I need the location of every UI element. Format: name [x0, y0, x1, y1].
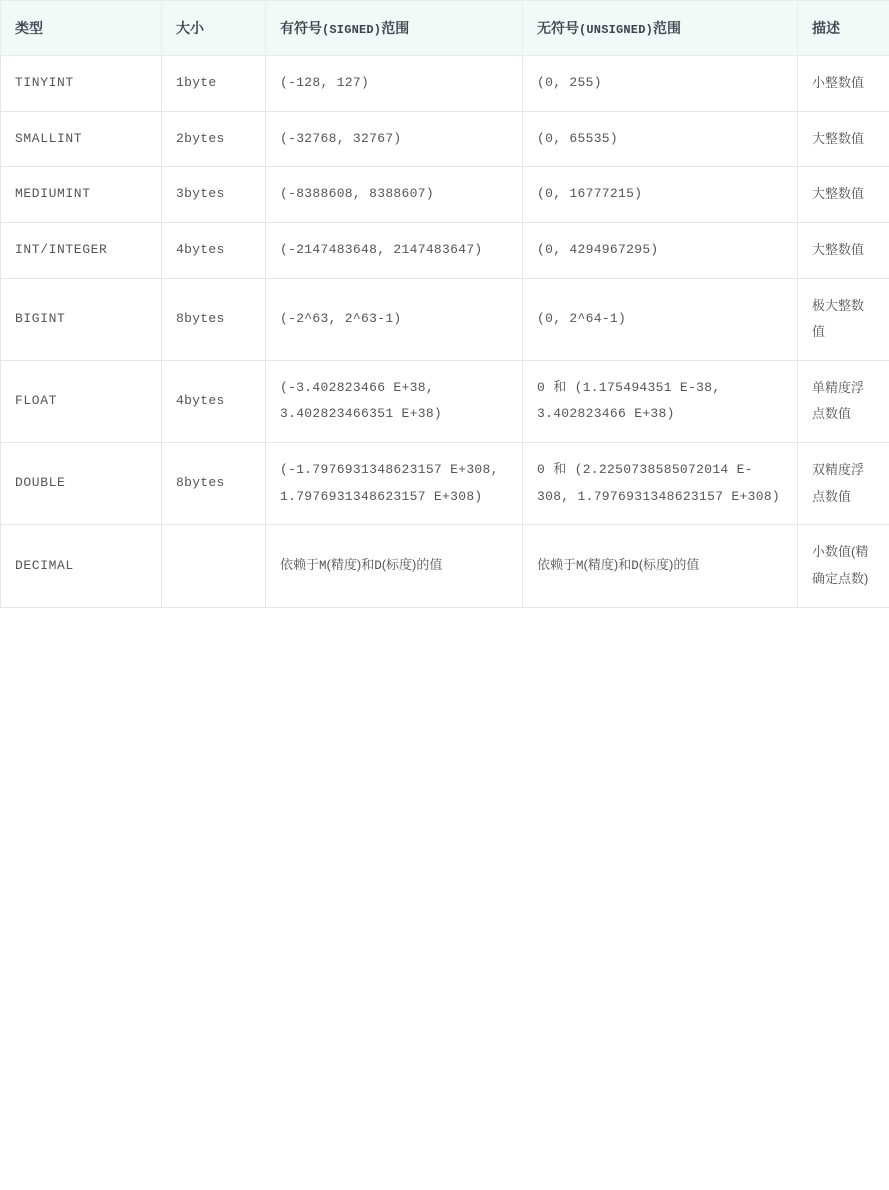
- table-header: [1, 1, 889, 56]
- cell-description: 大整数值: [798, 222, 889, 278]
- cell-unsigned-range: (0, 16777215): [523, 167, 798, 223]
- cell-size: 2bytes: [162, 111, 266, 167]
- column-header-type: [1, 1, 162, 56]
- column-header-unsigned: 无符号(UNSIGNED)范围: [523, 1, 798, 56]
- cell-type: SMALLINT: [1, 111, 162, 167]
- cell-size: [162, 525, 266, 607]
- cell-description: 单精度浮点数值: [798, 360, 889, 442]
- cell-unsigned-range: (0, 65535): [523, 111, 798, 167]
- cell-type: INT/INTEGER: [1, 222, 162, 278]
- cell-signed-range: (-32768, 32767): [266, 111, 523, 167]
- cell-description: 双精度浮点数值: [798, 443, 889, 525]
- cell-type: TINYINT: [1, 56, 162, 112]
- cell-signed-range: (-2^63, 2^63-1): [266, 278, 523, 360]
- cell-description: 小整数值: [798, 56, 889, 112]
- cell-signed-range: (-8388608, 8388607): [266, 167, 523, 223]
- cell-description: 小数值(精确定点数): [798, 525, 889, 607]
- table-row: [1, 222, 889, 278]
- cell-description: 大整数值: [798, 111, 889, 167]
- cell-type: DECIMAL: [1, 525, 162, 607]
- cell-type: DOUBLE: [1, 443, 162, 525]
- cell-unsigned-range: 0 和 (1.175494351 E-38, 3.402823466 E+38): [523, 360, 798, 442]
- cell-unsigned-range: (0, 255): [523, 56, 798, 112]
- cell-signed-range: (-2147483648, 2147483647): [266, 222, 523, 278]
- cell-size: 4bytes: [162, 222, 266, 278]
- table-row: [1, 111, 889, 167]
- cell-unsigned-range: 0 和 (2.2250738585072014 E-308, 1.7976931348623157 E+308): [523, 443, 798, 525]
- table-row: [1, 525, 889, 607]
- cell-size: 8bytes: [162, 278, 266, 360]
- cell-type: BIGINT: [1, 278, 162, 360]
- column-header-signed: 有符号(SIGNED)范围: [266, 1, 523, 56]
- table-body: [1, 56, 889, 608]
- cell-signed-range: 依赖于M(精度)和D(标度)的值: [266, 525, 523, 607]
- cell-signed-range: (-1.7976931348623157 E+308, 1.7976931348623157 E+308): [266, 443, 523, 525]
- cell-description: 极大整数值: [798, 278, 889, 360]
- cell-size: 4bytes: [162, 360, 266, 442]
- cell-signed-range: (-128, 127): [266, 56, 523, 112]
- table-row: [1, 360, 889, 442]
- cell-unsigned-range: (0, 2^64-1): [523, 278, 798, 360]
- table-row: [1, 278, 889, 360]
- cell-size: 3bytes: [162, 167, 266, 223]
- cell-type: FLOAT: [1, 360, 162, 442]
- column-header-description: [798, 1, 889, 56]
- column-header-size: [162, 1, 266, 56]
- column-header-type-label: 类型: [15, 20, 43, 36]
- table-header-row: [1, 1, 889, 56]
- cell-unsigned-range: 依赖于M(精度)和D(标度)的值: [523, 525, 798, 607]
- cell-size: 8bytes: [162, 443, 266, 525]
- cell-unsigned-range: (0, 4294967295): [523, 222, 798, 278]
- cell-signed-range: (-3.402823466 E+38, 3.402823466351 E+38): [266, 360, 523, 442]
- cell-size: 1byte: [162, 56, 266, 112]
- table-row: [1, 56, 889, 112]
- cell-description: 大整数值: [798, 167, 889, 223]
- table-row: [1, 167, 889, 223]
- column-header-size-label: 大小: [176, 20, 204, 36]
- table-row: [1, 443, 889, 525]
- column-header-description-label: 描述: [812, 20, 840, 36]
- cell-type: MEDIUMINT: [1, 167, 162, 223]
